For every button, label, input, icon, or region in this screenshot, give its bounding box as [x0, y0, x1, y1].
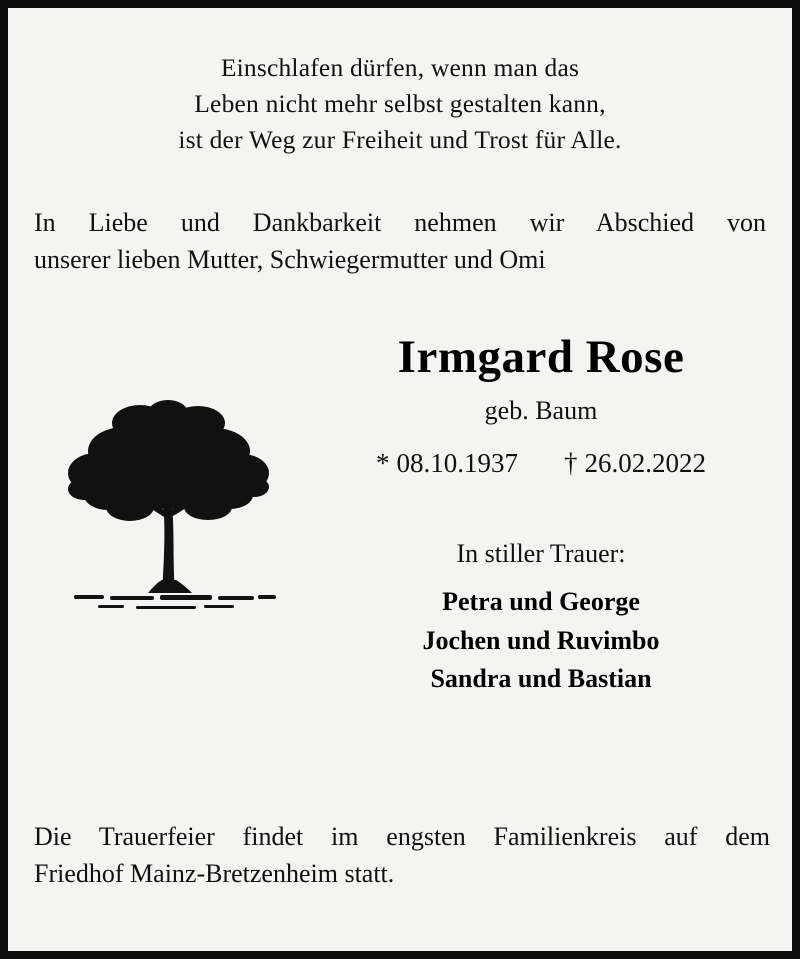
poem-block [8, 50, 792, 159]
poem-line-3: ist der Weg zur Freiheit und Trost für Alle. [178, 125, 622, 155]
mourner-line: Jochen und Ruvimbo [422, 625, 660, 655]
poem-line-2: Leben nicht mehr selbst gestalten kann, [194, 89, 606, 119]
intro-block [8, 205, 792, 279]
mourner-line: Petra und George [442, 587, 640, 617]
obituary-card [8, 8, 792, 951]
mourners-list [308, 583, 774, 698]
body-area [8, 302, 792, 772]
birth-star-icon: * [376, 448, 390, 479]
funeral-info-line-2: Friedhof Mainz-Bretzenheim statt. [34, 859, 395, 889]
cross-icon: † [564, 448, 578, 479]
funeral-info [34, 818, 770, 893]
birth-date-group [376, 448, 518, 479]
deceased-details [308, 302, 774, 698]
mourner-line: Sandra und Bastian [430, 664, 652, 694]
poem-line-1: Einschlafen dürfen, wenn man das [220, 53, 580, 82]
death-date: 26.02.2022 [584, 448, 706, 479]
intro-line-2: unserer lieben Mutter, Schwiegermutter und Omi [34, 244, 546, 274]
tree-illustration-icon [44, 377, 294, 627]
mourning-label: In stiller Trauer: [456, 539, 626, 569]
funeral-info-line-1: Die Trauerfeier findet im engsten Familienkreis auf dem [34, 821, 770, 851]
maiden-name: geb. Baum [484, 396, 598, 426]
life-dates [308, 448, 774, 479]
deceased-name: Irmgard Rose [397, 331, 685, 384]
birth-date: 08.10.1937 [396, 448, 518, 479]
death-date-group [564, 448, 706, 479]
intro-line-1: In Liebe und Dankbarkeit nehmen wir Abschied von [34, 207, 766, 237]
